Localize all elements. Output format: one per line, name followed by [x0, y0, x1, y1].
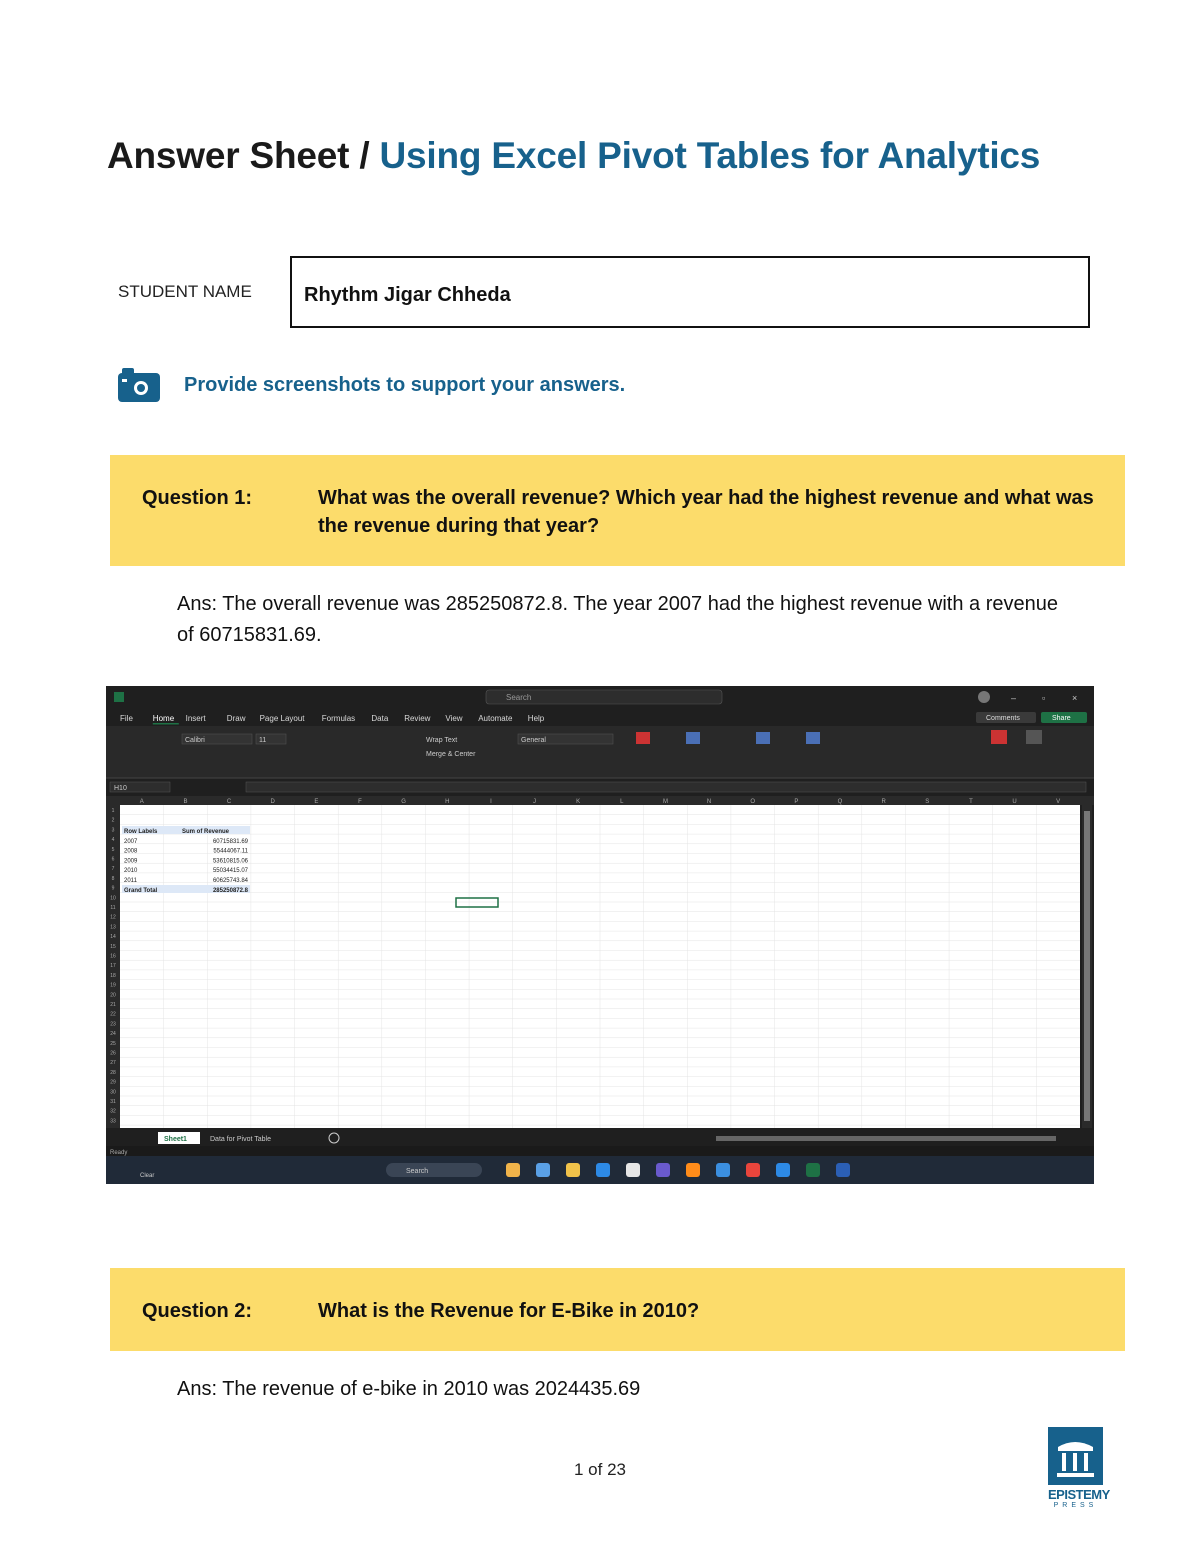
svg-text:31: 31 — [110, 1099, 116, 1105]
pivot-row-value[interactable]: 55444067.11 — [213, 848, 248, 855]
student-name-value: Rhythm Jigar Chheda — [304, 284, 511, 306]
svg-text:25: 25 — [110, 1040, 116, 1047]
taskbar-app-icon[interactable] — [716, 1163, 730, 1177]
taskbar-search: Search — [406, 1168, 429, 1175]
svg-text:22: 22 — [110, 1011, 116, 1018]
column-header-U[interactable]: U — [1012, 799, 1017, 805]
svg-text:21: 21 — [110, 1002, 116, 1008]
svg-text:8: 8 — [111, 875, 115, 882]
menu-item-automate[interactable]: Automate — [478, 714, 513, 723]
taskbar-app-icon[interactable] — [596, 1163, 610, 1177]
pivot-row-value[interactable]: 55034415.07 — [212, 868, 248, 875]
svg-text:13: 13 — [110, 924, 116, 931]
question-1-text: What was the overall revenue? Which year had the highest revenue and what was the revenue during that year? — [318, 487, 1094, 537]
svg-text:6: 6 — [111, 856, 115, 863]
svg-text:3: 3 — [111, 827, 115, 834]
menu-item-review[interactable]: Review — [404, 714, 431, 723]
menu-item-file[interactable]: File — [120, 714, 133, 723]
camera-icon — [118, 368, 160, 402]
svg-text:32: 32 — [110, 1108, 116, 1115]
menu-item-page-layout[interactable]: Page Layout — [259, 714, 305, 723]
question-2-label: Question 2: — [142, 1300, 253, 1322]
svg-text:26: 26 — [110, 1050, 116, 1057]
status-text: Ready — [110, 1150, 128, 1156]
svg-text:28: 28 — [110, 1069, 116, 1076]
share-button: Share — [1052, 715, 1071, 722]
taskbar-app-icon[interactable] — [506, 1163, 520, 1177]
pivot-row-label[interactable]: 2007 — [124, 839, 138, 845]
name-box: H10 — [114, 785, 127, 792]
svg-text:15: 15 — [110, 943, 116, 950]
svg-text:18: 18 — [110, 972, 116, 979]
pivot-row-label[interactable]: 2011 — [124, 877, 137, 884]
number-format-box: General — [521, 737, 546, 744]
taskbar-app-icon[interactable] — [686, 1163, 700, 1177]
pivot-row-label[interactable]: 2009 — [124, 858, 138, 865]
menu-item-insert[interactable]: Insert — [185, 714, 206, 723]
svg-text:4: 4 — [111, 837, 115, 844]
svg-text:16: 16 — [110, 953, 116, 960]
column-header-R[interactable]: R — [881, 799, 886, 805]
svg-text:20: 20 — [110, 992, 116, 999]
page-title — [107, 135, 1087, 176]
column-header-H[interactable]: H — [445, 799, 450, 805]
merge-center-button: Merge & Center — [426, 751, 476, 758]
pivot-row-value[interactable]: 60625743.84 — [212, 877, 248, 884]
column-header-A[interactable]: A — [139, 799, 144, 805]
excel-window — [106, 686, 1094, 1184]
screenshot-instruction: Provide screenshots to support your answers. — [184, 374, 626, 396]
pivot-header-sum: Sum of Revenue — [182, 829, 230, 835]
svg-text:×: × — [1072, 693, 1078, 703]
pivot-row-label[interactable]: 2008 — [124, 848, 138, 855]
svg-text:7: 7 — [111, 866, 115, 873]
taskbar-app-icon[interactable] — [836, 1163, 850, 1177]
svg-text:14: 14 — [110, 934, 116, 941]
logo-sub: PRESS — [1053, 1502, 1098, 1509]
column-header-P[interactable]: P — [794, 799, 799, 805]
taskbar-app-icon[interactable] — [566, 1163, 580, 1177]
logo-word: EPISTEMY — [1048, 1487, 1110, 1502]
svg-text:1: 1 — [111, 808, 115, 814]
title-prefix: Answer Sheet / — [107, 135, 380, 176]
menu-item-data[interactable]: Data — [371, 714, 389, 723]
column-header-B[interactable]: B — [183, 799, 188, 805]
pivot-row-label[interactable]: 2010 — [124, 868, 138, 875]
excel-logo-icon — [114, 692, 124, 702]
menu-item-formulas[interactable]: Formulas — [321, 714, 356, 723]
pivot-header-row-labels: Row Labels — [124, 829, 158, 835]
student-name-field[interactable] — [290, 256, 1090, 328]
user-avatar — [978, 691, 990, 703]
epistemy-press-logo — [1048, 1427, 1110, 1517]
svg-text:17: 17 — [110, 963, 116, 970]
student-name-label: STUDENT NAME — [118, 282, 252, 301]
taskbar-app-icon[interactable] — [536, 1163, 550, 1177]
pivot-row-value[interactable]: 53610815.06 — [212, 858, 248, 865]
svg-text:30: 30 — [110, 1089, 116, 1096]
column-header-J[interactable]: J — [533, 799, 537, 805]
column-header-N[interactable]: N — [706, 799, 712, 805]
sheet-tab-1: Sheet1 — [164, 1136, 187, 1143]
svg-text:2: 2 — [111, 817, 115, 824]
column-header-I[interactable]: I — [490, 799, 492, 805]
column-header-E[interactable]: E — [314, 799, 319, 805]
wrap-text-button: Wrap Text — [426, 737, 458, 744]
answer-2: Ans: The revenue of e-bike in 2010 was 2024435.69 — [177, 1378, 641, 1400]
svg-text:24: 24 — [110, 1031, 116, 1038]
weather-text: Clear — [140, 1173, 155, 1179]
taskbar-app-icon[interactable] — [806, 1163, 820, 1177]
column-header-S[interactable]: S — [925, 799, 930, 805]
title-subject: Using Excel Pivot Tables for Analytics — [379, 135, 1041, 176]
pivot-total-value: 285250872.8 — [212, 888, 248, 894]
sheet-tab-2: Data for Pivot Table — [210, 1136, 271, 1143]
taskbar-app-icon[interactable] — [656, 1163, 670, 1177]
pivot-row-value[interactable]: 60715831.69 — [212, 839, 248, 845]
svg-text:23: 23 — [110, 1021, 116, 1028]
column-header-O[interactable]: O — [750, 799, 756, 805]
logo-mark — [1048, 1427, 1103, 1485]
column-header-Q[interactable]: Q — [837, 799, 843, 805]
menu-item-home[interactable]: Home — [152, 714, 175, 723]
svg-text:▫: ▫ — [1042, 693, 1046, 703]
column-header-F[interactable]: F — [358, 799, 362, 805]
question-1-label: Question 1: — [142, 487, 253, 509]
question-2-box — [110, 1268, 1125, 1351]
column-header-C[interactable]: C — [226, 799, 232, 805]
font-size-box: 11 — [259, 737, 267, 744]
taskbar-app-icon[interactable] — [776, 1163, 790, 1177]
svg-text:10: 10 — [110, 895, 116, 902]
svg-text:11: 11 — [110, 905, 116, 911]
column-header-G[interactable]: G — [401, 799, 406, 805]
answer-1: Ans: The overall revenue was 285250872.8. The year 2007 had the highest revenue with a revenue of 60715831.69. — [177, 593, 1058, 646]
column-header-K[interactable]: K — [576, 799, 581, 805]
column-header-D[interactable]: D — [270, 799, 275, 805]
excel-screenshot — [106, 686, 1094, 1184]
title-search: Search — [506, 693, 532, 702]
menu-item-help[interactable]: Help — [527, 714, 545, 723]
svg-text:5: 5 — [111, 846, 115, 853]
svg-text:33: 33 — [110, 1118, 116, 1125]
svg-text:–: – — [1011, 693, 1017, 703]
font-name-box: Calibri — [185, 737, 205, 744]
menu-item-view[interactable]: View — [445, 714, 463, 723]
taskbar-app-icon[interactable] — [626, 1163, 640, 1177]
column-header-M[interactable]: M — [662, 799, 668, 805]
svg-text:27: 27 — [110, 1060, 116, 1067]
page-number: 1 of 23 — [574, 1460, 626, 1479]
taskbar-app-icon[interactable] — [746, 1163, 760, 1177]
svg-text:19: 19 — [110, 982, 116, 989]
pivot-total-label: Grand Total — [124, 888, 158, 894]
question-2-text: What is the Revenue for E-Bike in 2010? — [318, 1300, 700, 1322]
column-header-V[interactable]: V — [1056, 799, 1061, 805]
comments-button: Comments — [986, 715, 1020, 722]
question-1-box — [110, 455, 1125, 566]
svg-text:29: 29 — [110, 1079, 116, 1086]
column-header-L[interactable]: L — [620, 799, 624, 805]
menu-item-draw[interactable]: Draw — [226, 714, 246, 723]
column-header-T[interactable]: T — [969, 799, 973, 805]
svg-text:9: 9 — [111, 885, 115, 892]
svg-text:12: 12 — [110, 914, 116, 921]
